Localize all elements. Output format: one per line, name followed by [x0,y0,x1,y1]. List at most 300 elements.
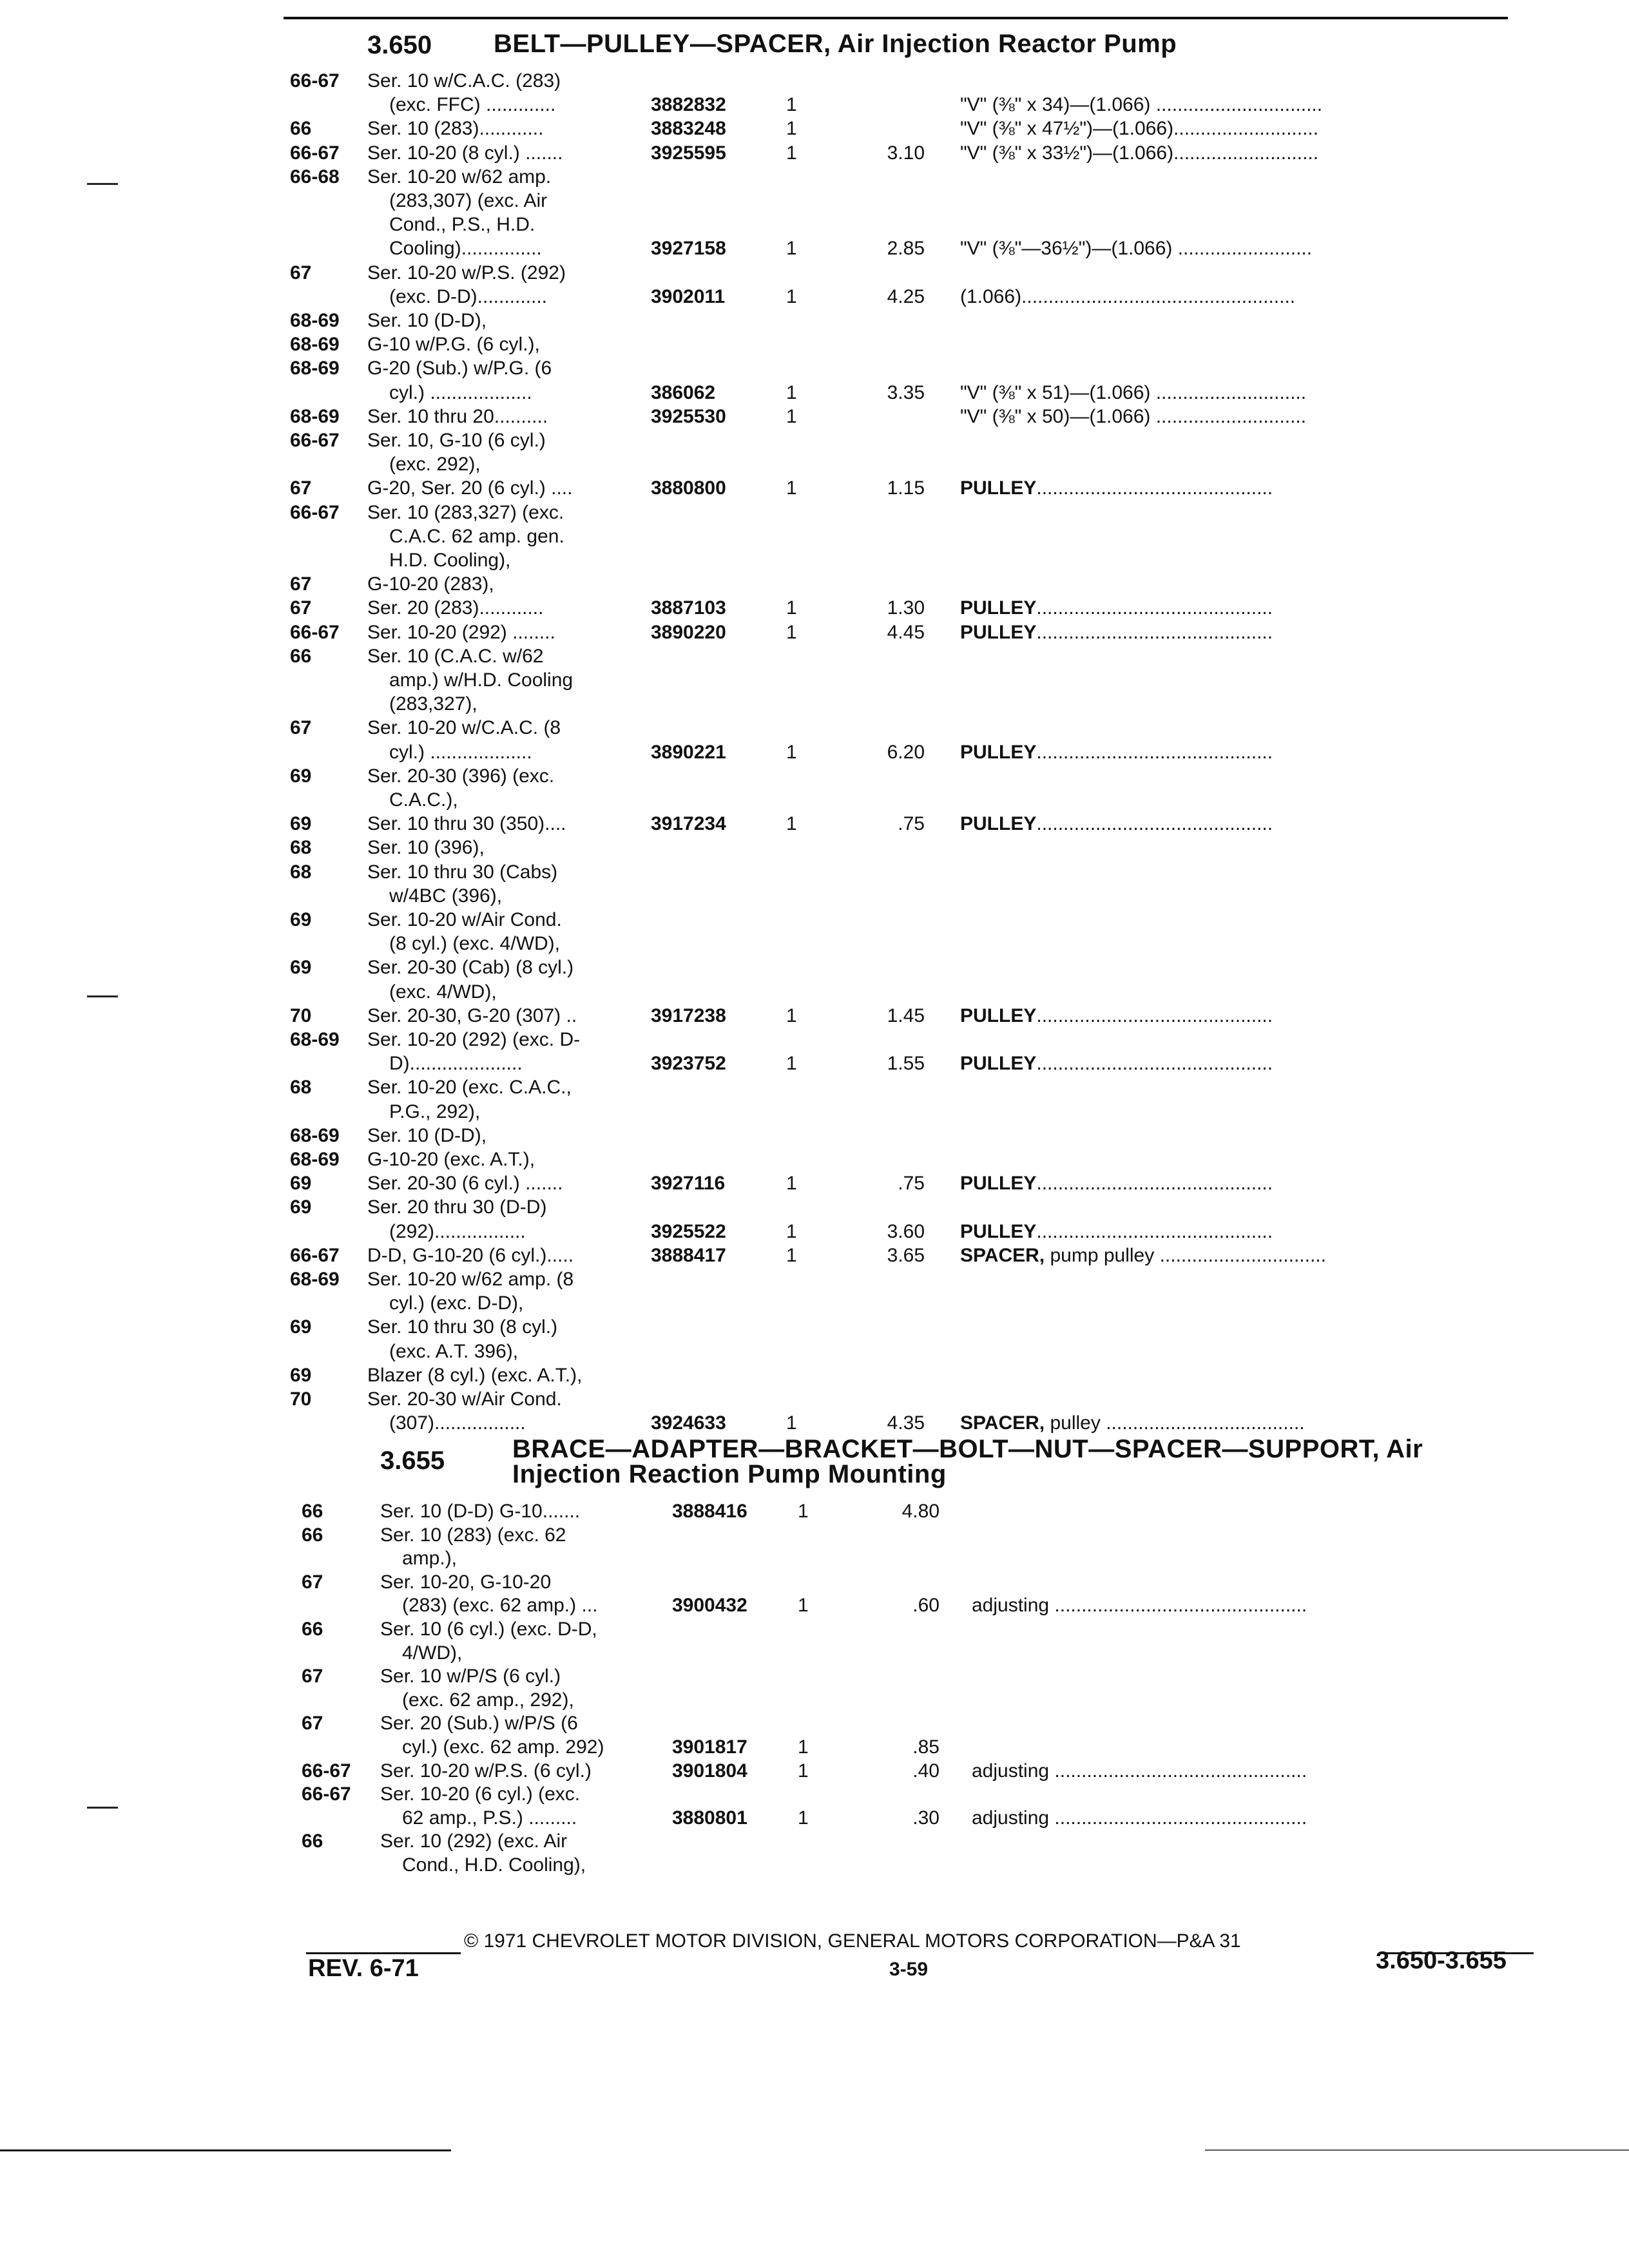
quantity: 1 [786,1244,797,1266]
part-number: 3925530 [651,405,726,427]
table-row [290,789,1534,812]
quantity: 1 [798,1760,809,1782]
item-name: PULLEY [960,621,1037,643]
item-note [972,1760,1530,1783]
top-rule [284,17,1508,19]
application-description: Ser. 10-20 (292) (exc. D- [367,1029,581,1050]
section-number: 3.650 [367,31,432,59]
application-description: (exc. D-D)............. [389,285,548,307]
table-row [290,213,1534,236]
application-description: Ser. 10-20 (292) ........ [367,621,555,643]
item-note-text: ............................................ [1036,597,1273,619]
table-row [290,429,1534,452]
item-note-text: pump pulley ............................... [1045,1244,1326,1266]
model-years: 66 [302,1501,323,1522]
application-description: (283,307) (exc. Air [389,190,548,211]
part-number: 3882832 [651,94,726,116]
model-years: 66-67 [290,142,340,164]
model-years: 68-69 [290,358,340,380]
application-description: (307)................. [389,1412,526,1434]
item-note [960,1172,1530,1195]
table-row [302,1665,1534,1688]
item-note-text: adjusting ............................................... [972,1595,1307,1617]
part-number: 3888417 [651,1244,726,1266]
section-title: BRACE—ADAPTER—BRACKET—BOLT—NUT—SPACER—SUPPORT, Air [512,1435,1423,1463]
table-row [290,1028,1534,1052]
application-description: Ser. 10 (C.A.C. w/62 [367,645,544,667]
item-name: PULLEY [960,1173,1037,1195]
application-description: Ser. 10-20 w/P.S. (292) [367,262,566,284]
item-note-text: pulley ..................................... [1045,1412,1305,1434]
table-row [290,693,1534,716]
price: .60 [912,1595,940,1617]
footer-rule-left [306,1952,461,1954]
item-note-text: adjusting ............................................... [972,1760,1307,1782]
table-row [290,716,1534,740]
application-description: Ser. 10-20 w/Air Cond. [367,909,562,930]
table-row [302,1712,1534,1735]
table-row [290,908,1534,932]
part-number: 3887103 [651,597,726,619]
model-years: 68-69 [290,1124,340,1146]
application-description: (292)................. [389,1220,526,1242]
table-row [290,1076,1534,1099]
table-row [290,1196,1534,1219]
model-years: 66-68 [290,166,340,187]
model-years: 66-67 [290,430,340,451]
application-description: w/4BC (396), [389,885,503,907]
item-note-text: ............................................ [1036,621,1273,643]
table-row [290,1412,1534,1435]
application-description: G-10 w/P.G. (6 cyl.), [367,334,540,356]
application-description: G-10-20 (283), [367,573,494,595]
item-note [960,285,1530,309]
model-years: 67 [290,573,312,595]
item-note [960,93,1530,117]
item-name: PULLEY [960,1220,1037,1242]
table-row [290,1292,1534,1315]
item-note-text: "V" (⅜" x 47½")—(1.066)........................... [960,118,1319,140]
application-description: C.A.C.), [389,789,458,811]
table-row [302,1689,1534,1712]
item-name: PULLEY [960,1004,1037,1026]
quantity: 1 [798,1595,809,1617]
table-row [290,1268,1534,1291]
application-description: Ser. 10 (292) (exc. Air [380,1831,568,1852]
application-description: Ser. 10 (D-D), [367,1124,487,1146]
quantity: 1 [786,597,797,619]
application-description: amp.) w/H.D. Cooling [389,669,574,691]
model-years: 67 [290,717,312,739]
margin-mark [87,183,118,185]
application-description: Ser. 20-30, G-20 (307) .. [367,1004,577,1026]
application-description: Cond., P.S., H.D. [389,214,535,236]
item-note [960,597,1530,620]
part-number: 3888416 [672,1501,747,1522]
section-number: 3.655 [380,1446,445,1475]
table-row [290,405,1534,428]
model-years: 68-69 [290,405,340,427]
quantity: 1 [786,1173,797,1195]
model-years: 68-69 [290,334,340,356]
item-note [960,381,1530,405]
quantity: 1 [798,1807,809,1829]
table-row [290,1340,1534,1363]
table-row [290,309,1534,332]
quantity: 1 [786,94,797,116]
quantity: 1 [786,1004,797,1026]
item-note-text: (1.066)................................................... [960,285,1296,307]
revision-label: REV. 6-71 [308,1955,419,1982]
table-row [302,1642,1534,1665]
table-row [302,1830,1534,1853]
price: .75 [898,813,925,835]
application-description: Ser. 10, G-10 (6 cyl.) [367,430,546,451]
application-description: (exc. A.T. 396), [389,1340,519,1362]
table-row [290,956,1534,979]
model-years: 69 [290,1364,312,1386]
table-row [302,1524,1534,1547]
application-description: Ser. 20 (283)............ [367,597,544,619]
application-description: D-D, G-10-20 (6 cyl.)..... [367,1244,574,1266]
table-row [302,1594,1534,1617]
table-row [290,1052,1534,1075]
application-description: (283,327), [389,693,477,715]
table-row [290,1100,1534,1124]
model-years: 66 [302,1619,323,1640]
model-years: 68-69 [290,310,340,331]
application-description: Ser. 10-20, G-10-20 [380,1571,552,1593]
application-description: Ser. 10 (D-D), [367,310,487,331]
quantity: 1 [786,381,797,403]
application-description: (exc. 62 amp., 292), [402,1689,574,1711]
application-description: cyl.) (exc. D-D), [389,1293,524,1314]
price: 2.85 [887,238,925,260]
item-note [960,477,1530,500]
model-years: 69 [290,1196,312,1218]
application-description: (8 cyl.) (exc. 4/WD), [389,933,561,955]
model-years: 67 [290,262,312,284]
application-description: Ser. 10-20 (8 cyl.) ....... [367,142,563,164]
model-years: 67 [290,477,312,499]
table-row [290,262,1534,285]
item-note-text: adjusting ............................................... [972,1807,1307,1829]
item-name: PULLEY [960,1053,1037,1075]
model-years: 67 [302,1571,323,1593]
application-description: Ser. 10-20 w/C.A.C. (8 [367,717,561,739]
table-row [290,861,1534,884]
table-row [290,741,1534,764]
item-name: SPACER, [960,1244,1045,1266]
table-row [290,189,1534,213]
item-note [972,1807,1530,1830]
application-description: G-10-20 (exc. A.T.), [367,1149,535,1170]
price: 3.35 [887,381,925,403]
quantity: 1 [786,1412,797,1434]
table-row [290,669,1534,692]
application-description: 4/WD), [402,1642,463,1664]
application-description: Ser. 10 thru 30 (350).... [367,813,566,835]
item-note-text: ............................................ [1036,1053,1273,1075]
item-note [960,237,1530,260]
item-note-text: "V" (⅜" x 50)—(1.066) ............................ [960,405,1307,427]
table-row [302,1783,1534,1806]
quantity: 1 [786,477,797,499]
model-years: 66-67 [290,501,340,523]
item-note-text: ............................................ [1036,1173,1273,1195]
table-row [290,525,1534,548]
table-row [290,1004,1534,1028]
model-years: 69 [290,765,312,787]
application-description: Ser. 20-30 (396) (exc. [367,765,555,787]
part-number: 3902011 [651,285,726,307]
item-note-text: "V" (⅜" x 34)—(1.066) ............................... [960,94,1323,116]
item-note [960,1412,1530,1435]
item-note [960,1220,1530,1244]
application-description: (exc. 4/WD), [389,981,497,1003]
application-description: Ser. 20 thru 30 (D-D) [367,1196,547,1218]
part-number: 3880800 [651,477,726,499]
price: 3.60 [887,1220,925,1242]
margin-mark [87,995,118,997]
application-description: Ser. 20-30 (6 cyl.) ....... [367,1173,563,1195]
item-note-text: "V" (⅜"—36½")—(1.066) ......................... [960,238,1313,260]
application-description: Ser. 10-20 w/P.S. (6 cyl.) [380,1760,592,1782]
application-description: Ser. 10 (283) (exc. 62 [380,1524,566,1546]
model-years: 66-67 [290,621,340,643]
part-number: 3917234 [651,813,726,835]
part-number: 3924633 [651,1412,726,1434]
item-note [960,812,1530,836]
table-row [290,1316,1534,1339]
price: .30 [912,1807,940,1829]
table-row [290,237,1534,260]
table-row [290,1388,1534,1411]
item-note [972,1594,1530,1617]
quantity: 1 [798,1501,809,1522]
model-years: 67 [290,597,312,619]
model-years: 68 [290,861,312,883]
table-row [290,597,1534,620]
table-row [302,1854,1534,1877]
price: 1.55 [887,1053,925,1075]
model-years: 68 [290,1077,312,1099]
application-description: (exc. FFC) ............. [389,94,556,116]
application-description: Ser. 10 thru 30 (8 cyl.) [367,1316,558,1338]
model-years: 66 [290,118,312,140]
application-description: Blazer (8 cyl.) (exc. A.T.), [367,1364,583,1386]
application-description: Ser. 10 (D-D) G-10....... [380,1501,581,1522]
application-description: Ser. 10 thru 20.......... [367,405,548,427]
application-description: D)..................... [389,1053,523,1075]
table-row [290,645,1534,668]
table-row [290,621,1534,644]
item-name: PULLEY [960,813,1037,835]
table-row [290,981,1534,1004]
part-number: 3901817 [672,1736,747,1758]
application-description: Ser. 10 (6 cyl.) (exc. D-D, [380,1619,597,1640]
model-years: 68-69 [290,1149,340,1170]
item-note-text: ............................................ [1036,813,1273,835]
model-years: 68-69 [290,1029,340,1050]
item-note-text: ............................................ [1036,477,1273,499]
table-row [290,166,1534,189]
price: 1.30 [887,597,925,619]
table-row [290,453,1534,476]
table-row [302,1736,1534,1759]
model-years: 66-67 [302,1783,351,1805]
model-years: 67 [302,1713,323,1735]
application-description: C.A.C. 62 amp. gen. [389,525,564,547]
table-row [290,285,1534,309]
table-row [290,70,1534,93]
table-row [302,1500,1534,1523]
page-number: 3-59 [889,1959,929,1980]
bottom-rule-right [1205,2149,1629,2151]
price: 3.65 [887,1244,925,1266]
model-years: 69 [290,909,312,930]
model-years: 70 [290,1389,312,1410]
price: 6.20 [887,741,925,763]
price: 4.45 [887,621,925,643]
table-row [290,836,1534,860]
item-note [960,142,1530,165]
item-note-text: ............................................ [1036,1004,1273,1026]
application-description: Ser. 10 w/C.A.C. (283) [367,70,561,91]
part-number: 3927116 [651,1173,726,1195]
application-description: G-20 (Sub.) w/P.G. (6 [367,358,552,380]
application-description: cyl.) ................... [389,741,532,763]
table-row [290,765,1534,788]
application-description: Ser. 10-20 w/62 amp. (8 [367,1269,574,1290]
part-number: 3890220 [651,621,726,643]
application-description: Ser. 10 thru 30 (Cabs) [367,861,558,883]
item-name: PULLEY [960,741,1037,763]
application-description: 62 amp., P.S.) ......... [402,1807,577,1829]
price: 1.15 [887,477,925,499]
item-note [960,621,1530,644]
model-years: 68-69 [290,1269,340,1290]
price: 3.10 [887,142,925,164]
price: 4.80 [901,1501,940,1522]
quantity: 1 [786,1220,797,1242]
table-row [290,549,1534,572]
table-row [290,1172,1534,1195]
price: 1.45 [887,1004,925,1026]
application-description: P.G., 292), [389,1100,481,1122]
margin-mark [87,1807,118,1809]
bottom-rule-left [0,2149,451,2151]
item-note [960,117,1530,140]
table-row [302,1571,1534,1594]
application-description: Ser. 20 (Sub.) w/P/S (6 [380,1713,578,1735]
model-years: 69 [290,813,312,835]
section-range: 3.650-3.655 [1376,1947,1507,1974]
quantity: 1 [786,118,797,140]
table-row [290,812,1534,836]
table-row [290,381,1534,405]
table-row [290,93,1534,117]
model-years: 69 [290,1316,312,1338]
table-row [290,1148,1534,1171]
model-years: 69 [290,1173,312,1195]
application-description: Ser. 10 w/P/S (6 cyl.) [380,1666,561,1687]
application-description: Ser. 10-20 (exc. C.A.C., [367,1077,572,1099]
table-row [290,1244,1534,1267]
application-description: Ser. 10-20 w/62 amp. [367,166,552,187]
table-row [290,1364,1534,1387]
table-row [302,1618,1534,1641]
model-years: 66 [302,1524,323,1546]
table-row [302,1807,1534,1830]
item-note-text: ............................................ [1036,741,1273,763]
application-description: cyl.) (exc. 62 amp. 292) [402,1736,604,1758]
application-description: Ser. 20-30 w/Air Cond. [367,1389,562,1410]
table-row [290,357,1534,380]
table-row [290,573,1534,596]
item-note [960,405,1530,428]
quantity: 1 [786,741,797,763]
application-description: cyl.) ................... [389,381,532,403]
price: 4.25 [887,285,925,307]
quantity: 1 [786,813,797,835]
application-description: amp.), [402,1548,458,1570]
price: .75 [898,1173,925,1195]
item-note [960,1004,1530,1028]
quantity: 1 [786,405,797,427]
section-title: BELT—PULLEY—SPACER, Air Injection Reactor Pump [494,30,1177,58]
application-description: Ser. 10 (283,327) (exc. [367,501,564,523]
item-note-text: "V" (⅜" x 33½")—(1.066)........................... [960,142,1319,164]
price: .40 [912,1760,940,1782]
table-row [290,1124,1534,1148]
model-years: 67 [302,1666,323,1687]
model-years: 66-67 [290,1244,340,1266]
application-description: (283) (exc. 62 amp.) ... [402,1595,598,1617]
model-years: 68 [290,837,312,859]
copyright-line: © 1971 CHEVROLET MOTOR DIVISION, GENERAL MOTORS CORPORATION—P&A 31 [464,1930,1241,1952]
application-description: (exc. 292), [389,454,481,476]
part-number: 386062 [651,381,716,403]
part-number: 3927158 [651,238,726,260]
part-number: 3901804 [672,1760,747,1782]
section-title-cont: Injection Reaction Pump Mounting [512,1460,947,1488]
model-years: 66 [290,645,312,667]
part-number: 3880801 [672,1807,747,1829]
table-row [290,501,1534,524]
part-number: 3890221 [651,741,726,763]
quantity: 1 [786,621,797,643]
part-number: 3925595 [651,142,726,164]
application-description: G-20, Ser. 20 (6 cyl.) .... [367,477,573,499]
part-number: 3883248 [651,118,726,140]
item-name: SPACER, [960,1412,1045,1434]
model-years: 66 [302,1831,323,1852]
item-note-text: "V" (⅜" x 51)—(1.066) ............................ [960,381,1307,403]
item-note [960,741,1530,764]
table-row [290,477,1534,500]
quantity: 1 [786,285,797,307]
table-row [290,142,1534,165]
application-description: Ser. 10-20 (6 cyl.) (exc. [380,1783,581,1805]
part-number: 3917238 [651,1004,726,1026]
part-number: 3900432 [672,1595,747,1617]
application-description: Cooling)............... [389,238,542,260]
model-years: 66-67 [302,1760,351,1782]
quantity: 1 [798,1736,809,1758]
application-description: Ser. 20-30 (Cab) (8 cyl.) [367,957,574,979]
table-row [290,333,1534,356]
